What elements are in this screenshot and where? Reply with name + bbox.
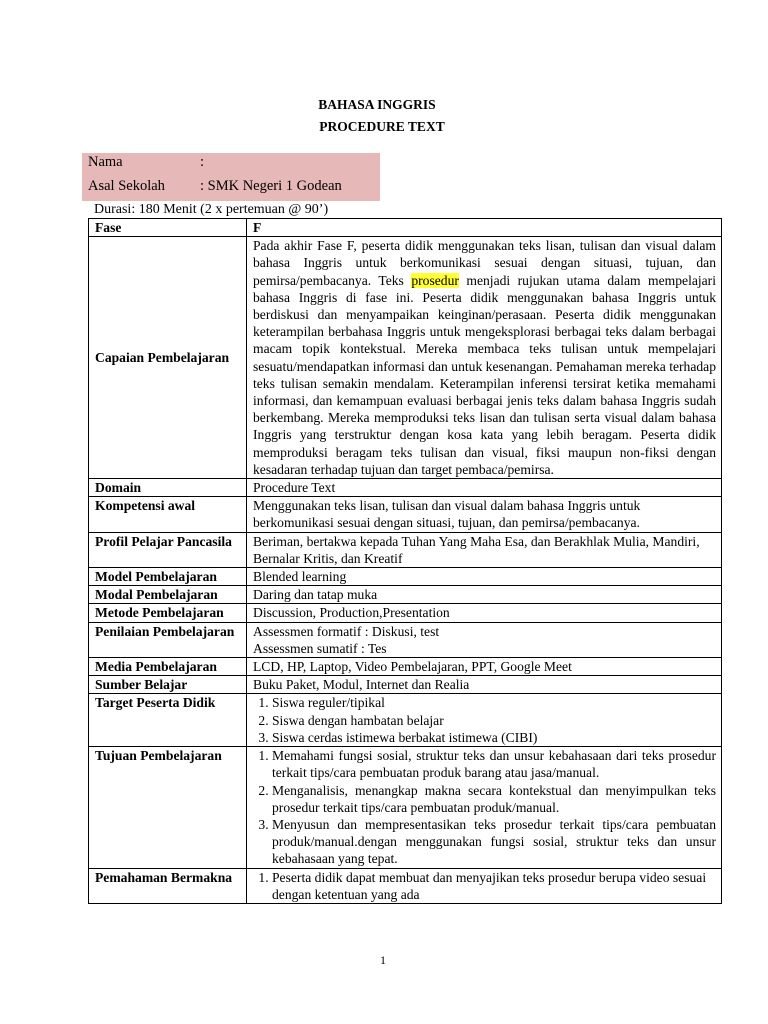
- metode-label: Metode Pembelajaran: [89, 604, 247, 622]
- target-label: Target Peserta Didik: [89, 694, 247, 747]
- domain-label: Domain: [89, 479, 247, 497]
- nama-value: :: [200, 154, 205, 170]
- row-kompetensi: [89, 497, 722, 532]
- target-item: 1. Siswa reguler/tipikal: [272, 694, 716, 711]
- page-number: 1: [380, 953, 386, 967]
- capaian-text-2: menjadi rujukan utama dalam mempelajari bahasa Inggris di fase ini. Peserta didik menggunakan bahasa Inggris untuk berdiskusi dan menyampaikan keinginan/perasaan. Peserta didik menggunakan keterampilan berbahasa Inggris untuk mengeksplorasi berbagai teks dalam berbagai macam topik kontekstual. Mereka membaca teks tulisan untuk mempelajari sesuatu/mendapatkan informasi dan untuk kesenangan. Pemahaman mereka terhadap teks tulisan semakin mendalam. Keterampilan inferensi tersirat ketika memahami informasi, dan kemampuan evaluasi berbagai jenis teks dalam bahasa Inggris sudah berkembang. Mereka memproduksi teks lisan dan tulisan serta visual dalam bahasa Inggris yang terstruktur dengan kosa kata yang lebih beragam. Peserta didik memproduksi beragam teks tulisan dan visual, fiksi maupun non-fiksi dengan kesadaran terhadap tujuan dan target pembaca/pemirsa.: [253, 272, 716, 477]
- modal-value: Daring dan tatap muka: [247, 586, 722, 604]
- capaian-text-1: Pada akhir Fase F, peserta didik menggunakan teks lisan, tulisan dan visual dalam bahasa Inggris untuk berkomunikasi sesuai dengan situasi, tujuan, dan pemirsa/pembacanya. Teks: [253, 238, 716, 288]
- row-pemahaman: [89, 868, 722, 903]
- profil-value: Beriman, bertakwa kepada Tuhan Yang Maha Esa, dan Berakhlak Mulia, Mandiri, Bernalar Kritis, dan Kreatif: [247, 532, 722, 567]
- row-penilaian: [89, 622, 722, 657]
- pemahaman-item: 1. Peserta didik dapat membuat dan menyajikan teks prosedur berupa video sesuai dengan ketentuan yang ada: [272, 869, 716, 903]
- sekolah-row: [88, 178, 342, 195]
- row-target: [89, 694, 722, 747]
- nama-row: [88, 154, 204, 171]
- profil-label: Profil Pelajar Pancasila: [89, 532, 247, 567]
- row-domain: [89, 479, 722, 497]
- durasi-text: Durasi: 180 Menit (2 x pertemuan @ 90’): [94, 202, 329, 217]
- pemahaman-label: Pemahaman Bermakna: [89, 868, 247, 903]
- penilaian-formatif: Assessmen formatif : Diskusi, test: [253, 623, 440, 639]
- kompetensi-label: Kompetensi awal: [89, 497, 247, 532]
- media-value: LCD, HP, Laptop, Video Pembelajaran, PPT, Google Meet: [247, 658, 722, 676]
- pemahaman-list: [253, 869, 716, 903]
- fase-label: Fase: [89, 219, 247, 237]
- metode-value: Discussion, Production,Presentation: [247, 604, 722, 622]
- modal-label: Modal Pembelajaran: [89, 586, 247, 604]
- penilaian-label: Penilaian Pembelajaran: [89, 622, 247, 657]
- capaian-label: Capaian Pembelajaran: [89, 237, 247, 479]
- tujuan-item: 3. Menyusun dan mempresentasikan teks prosedur terkait tips/cara pembuatan produk/manual.dengan menggunakan fungsi sosial, struktur teks dan unsur kebahasaan yang tepat.: [272, 816, 716, 868]
- row-profil: [89, 532, 722, 567]
- model-value: Blended learning: [247, 568, 722, 586]
- sekolah-label: Asal Sekolah: [88, 178, 165, 194]
- row-modal: [89, 586, 722, 604]
- target-item: 2. Siswa dengan hambatan belajar: [272, 712, 716, 729]
- sumber-value: Buku Paket, Modul, Internet dan Realia: [247, 676, 722, 694]
- document-subject: BAHASA INGGRIS: [318, 97, 436, 112]
- model-label: Model Pembelajaran: [89, 568, 247, 586]
- row-sumber: [89, 676, 722, 694]
- penilaian-value: [247, 622, 722, 657]
- target-value: [247, 694, 722, 747]
- module-table: [88, 218, 722, 904]
- row-tujuan: [89, 747, 722, 868]
- row-metode: [89, 604, 722, 622]
- kompetensi-value: Menggunakan teks lisan, tulisan dan visual dalam bahasa Inggris untuk berkomunikasi sesuai dengan situasi, tujuan, dan pemirsa/pembacanya.: [247, 497, 722, 532]
- row-capaian: [89, 237, 722, 479]
- fase-value: F: [247, 219, 722, 237]
- tujuan-label: Tujuan Pembelajaran: [89, 747, 247, 868]
- tujuan-list: [253, 747, 716, 867]
- tujuan-value: [247, 747, 722, 868]
- row-fase: [89, 219, 722, 237]
- sumber-label: Sumber Belajar: [89, 676, 247, 694]
- tujuan-item: 2. Menganalisis, menangkap makna secara kontekstual dan menyimpulkan teks prosedur terkait tips/cara pembuatan produk/manual.: [272, 782, 716, 816]
- identity-box: [82, 153, 380, 201]
- media-label: Media Pembelajaran: [89, 658, 247, 676]
- sekolah-value: : SMK Negeri 1 Godean: [200, 178, 342, 194]
- target-list: [253, 694, 716, 746]
- pemahaman-value: [247, 868, 722, 903]
- capaian-highlight: prosedur: [411, 272, 459, 288]
- capaian-value: [247, 237, 722, 479]
- tujuan-item: 1. Memahami fungsi sosial, struktur teks dan unsur kebahasaan dari teks prosedur terkait tips/cara pembuatan produk barang atau jasa/manual.: [272, 747, 716, 781]
- penilaian-sumatif: Assessmen sumatif : Tes: [253, 640, 387, 656]
- row-model: [89, 568, 722, 586]
- domain-value: Procedure Text: [247, 479, 722, 497]
- row-media: [89, 658, 722, 676]
- target-item: 3. Siswa cerdas istimewa berbakat istimewa (CIBI): [272, 729, 716, 746]
- nama-label: Nama: [88, 154, 123, 170]
- document-topic: PROCEDURE TEXT: [319, 119, 445, 134]
